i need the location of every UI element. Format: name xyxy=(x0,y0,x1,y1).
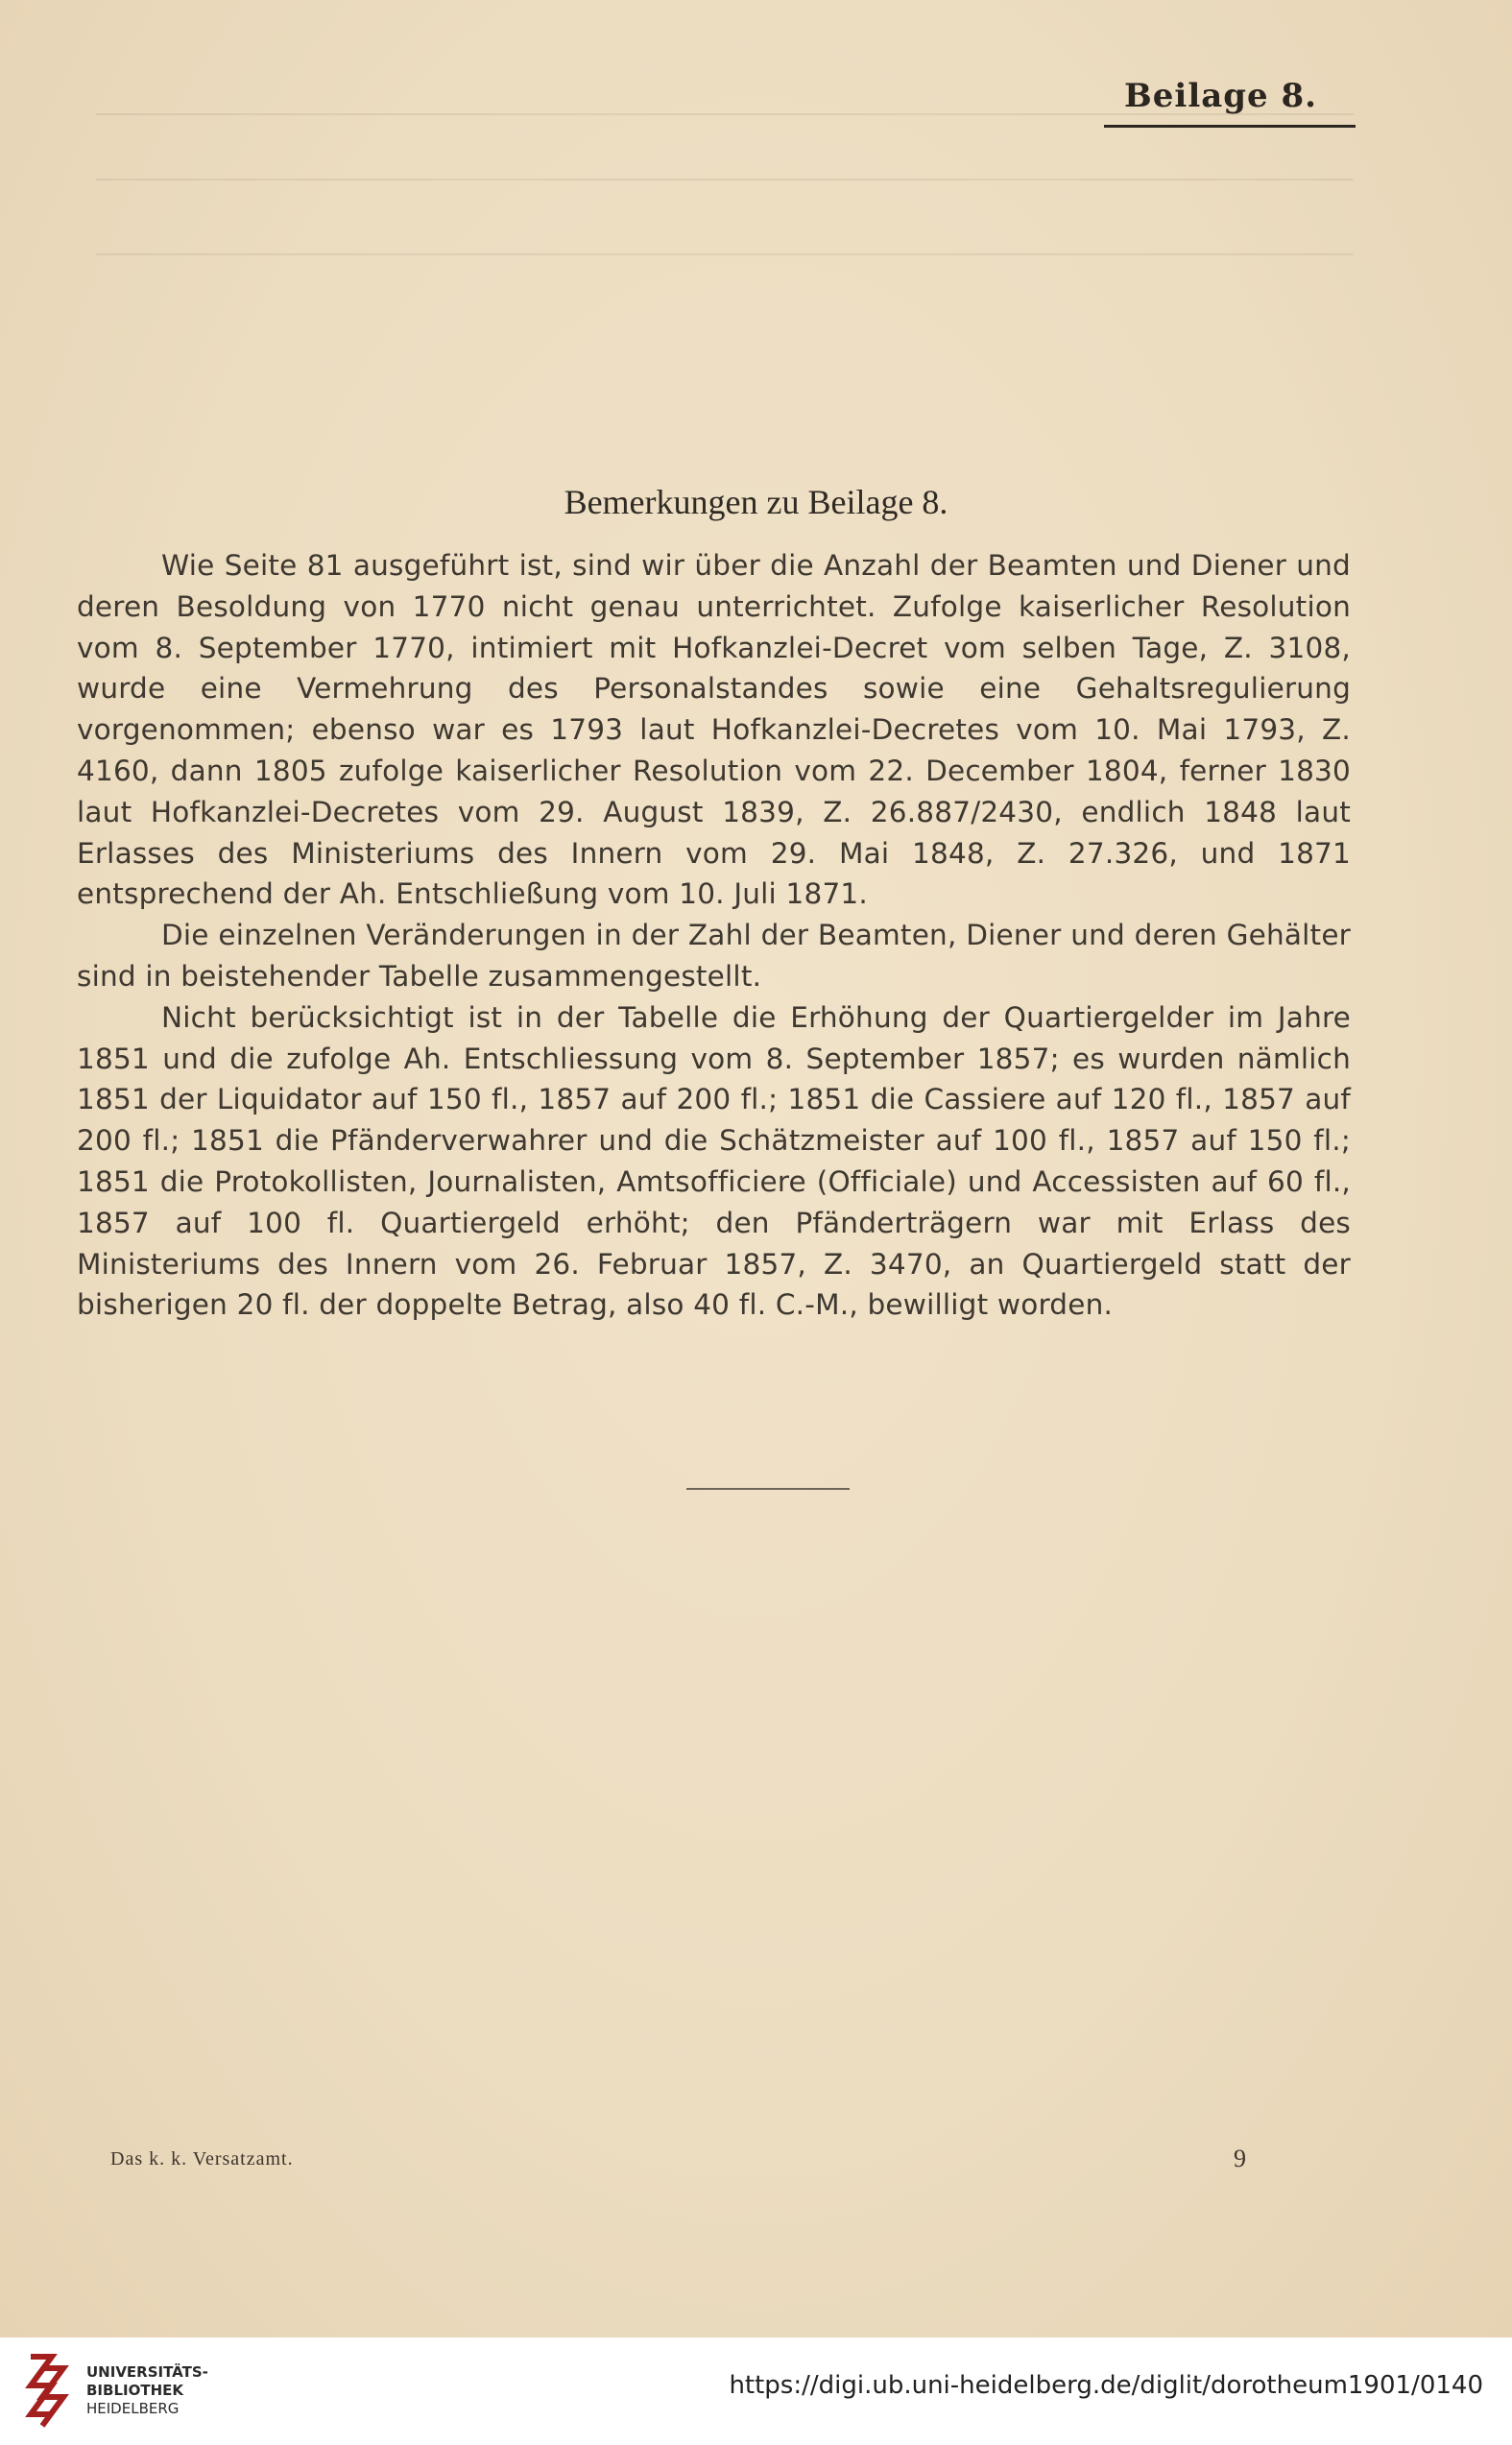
faint-bleed-line xyxy=(96,179,1354,180)
library-name xyxy=(86,2363,208,2418)
permalink-url[interactable]: https://digi.ub.uni-heidelberg.de/diglit/dorotheum1901/0140 xyxy=(729,2371,1483,2400)
page-header-title: Beilage 8. xyxy=(1124,77,1317,115)
library-name-line: HEIDELBERG xyxy=(86,2400,180,2417)
header xyxy=(1104,77,1356,128)
faint-bleed-line xyxy=(96,253,1354,255)
paragraph: Die einzelnen Veränderungen in der Zahl der Beamten, Diener und deren Gehälter sind in beistehender Tabelle zusammengestellt. xyxy=(77,919,1351,993)
body-text xyxy=(77,545,1351,1326)
paragraph: Wie Seite 81 ausgeführt ist, sind wir über die Anzahl der Beamten und Diener und deren Besoldung von 1770 nicht genau unterrichtet. Zufolge kaiserlicher Resolution vom 8. September 1770, intimiert mit Hofkanzlei-Decret vom selben Tage, Z. 3108, wurde eine Vermehrung des Personalstandes sowie eine Gehaltsregulierung vorgenommen; ebenso war es 1793 laut Hofkanzlei-Decretes vom 10. Mai 1793, Z. 4160, dann 1805 zufolge kaiserlicher Resolution vom 22. December 1804, ferner 1830 laut Hofkanzlei-Decretes vom 29. August 1839, Z. 26.887/2430, endlich 1848 laut Erlasses des Ministeriums des Innern vom 29. Mai 1848, Z. 27.326, und 1871 entsprechend der Ah. Entschließung vom 10. Juli 1871. xyxy=(77,549,1351,911)
ub-heidelberg-logo-icon xyxy=(17,2347,71,2433)
footer-publisher: Das k. k. Versatzamt. xyxy=(110,2148,294,2169)
library-name-line: UNIVERSITÄTS- xyxy=(86,2363,208,2381)
library-name-line: BIBLIOTHEK xyxy=(86,2382,183,2399)
page-number: 9 xyxy=(1234,2145,1246,2172)
section-divider xyxy=(686,1488,850,1490)
paragraph: Nicht berücksichtigt ist in der Tabelle die Erhöhung der Quartiergelder im Jahre 1851 und die zufolge Ah. Entschliessung vom 8. September 1857; es wurden nämlich 1851 der Liquidator auf 150 fl., 1857 auf 200 fl.; 1851 die Cassiere auf 120 fl., 1857 auf 200 fl.; 1851 die Pfänderverwahrer und die Schätzmeister auf 100 fl., 1857 auf 150 fl.; 1851 die Protokollisten, Journalisten, Amtsofficiere (Officiale) und Accessisten auf 60 fl., 1857 auf 100 fl. Quartiergeld erhöht; den Pfänderträgern war mit Erlass des Ministeriums des Innern vom 26. Februar 1857, Z. 3470, an Quartiergeld statt der bisherigen 20 fl. der doppelte Betrag, also 40 fl. C.-M., bewilligt worden. xyxy=(77,1000,1351,1322)
section-title: Bemerkungen zu Beilage 8. xyxy=(564,483,948,521)
